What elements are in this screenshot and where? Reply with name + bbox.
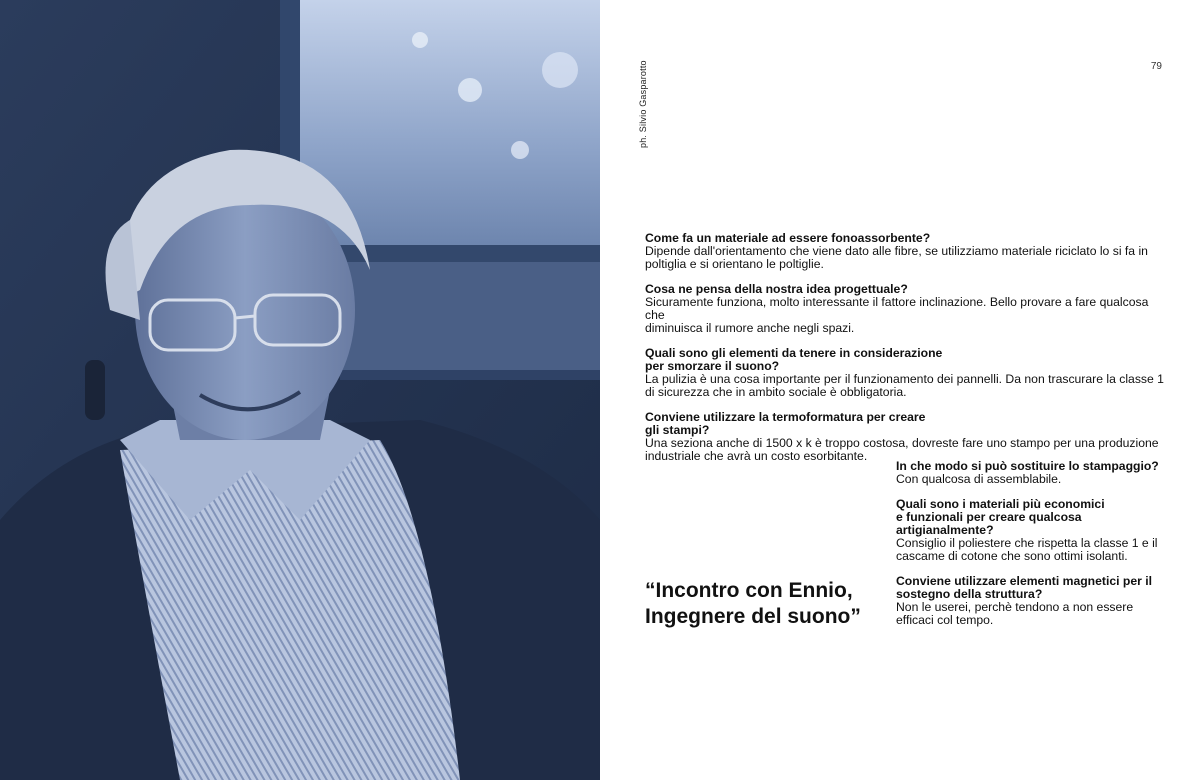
answer-line: Sicuramente funziona, molto interessante il fattore inclinazione. Bello provare a fare qualcosa che <box>645 295 1149 322</box>
question-line: In che modo si può sostituire lo stampaggio? <box>896 459 1159 473</box>
qa-item <box>645 283 1165 335</box>
photo-credit: ph. Silvio Gasparotto <box>638 60 648 148</box>
answer-line: Una seziona anche di 1500 x k è troppo costosa, dovreste fare uno stampo per una produzione <box>645 436 1159 450</box>
question-line: Come fa un materiale ad essere fonoassorbente? <box>645 231 931 245</box>
qa-item <box>645 411 1165 463</box>
qa-item <box>896 460 1166 486</box>
answer-line: Non le userei, perchè tendono a non essere <box>896 600 1134 614</box>
answer-line: di sicurezza che in ambito sociale è obbligatoria. <box>645 385 907 399</box>
answer-line: Consiglio il poliestere che rispetta la classe 1 e il <box>896 536 1158 550</box>
question-line: Conviene utilizzare la termoformatura per creare <box>645 410 926 424</box>
page-number: 79 <box>1150 61 1162 72</box>
answer-line: diminuisca il rumore anche negli spazi. <box>645 321 855 335</box>
question-line: Cosa ne pensa della nostra idea progettuale? <box>645 282 908 296</box>
title-line: “Incontro con Ennio, <box>645 579 853 602</box>
question-line: e funzionali per creare qualcosa <box>896 510 1082 524</box>
article-title <box>645 578 885 630</box>
answer-line: La pulizia è una cosa importante per il funzionamento dei pannelli. Da non trascurare la classe 1 <box>645 372 1164 386</box>
answer-line: industriale che avrà un costo esorbitante. <box>645 449 868 463</box>
qa-column-2 <box>896 460 1166 639</box>
question-line: Conviene utilizzare elementi magnetici per il <box>896 574 1153 588</box>
answer-line: Dipende dall'orientamento che viene dato alle fibre, se utilizziamo materiale riciclato lo si fa in <box>645 244 1148 258</box>
qa-item <box>645 347 1165 399</box>
question-line: per smorzare il suono? <box>645 359 780 373</box>
answer-line: efficaci col tempo. <box>896 613 994 627</box>
qa-item <box>645 232 1165 271</box>
question-line: gli stampi? <box>645 423 710 437</box>
answer-line: Con qualcosa di assemblabile. <box>896 472 1062 486</box>
question-line: Quali sono i materiali più economici <box>896 497 1105 511</box>
title-line: Ingegnere del suono” <box>645 605 861 628</box>
answer-line: cascame di cotone che sono ottimi isolanti. <box>896 549 1128 563</box>
qa-item <box>896 575 1166 627</box>
question-line: Quali sono gli elementi da tenere in considerazione <box>645 346 943 360</box>
qa-item <box>896 498 1166 563</box>
qa-column-1 <box>645 232 1165 475</box>
question-line: artigianalmente? <box>896 523 994 537</box>
question-line: sostegno della struttura? <box>896 587 1043 601</box>
answer-line: poltiglia e si orientano le poltiglie. <box>645 257 824 271</box>
